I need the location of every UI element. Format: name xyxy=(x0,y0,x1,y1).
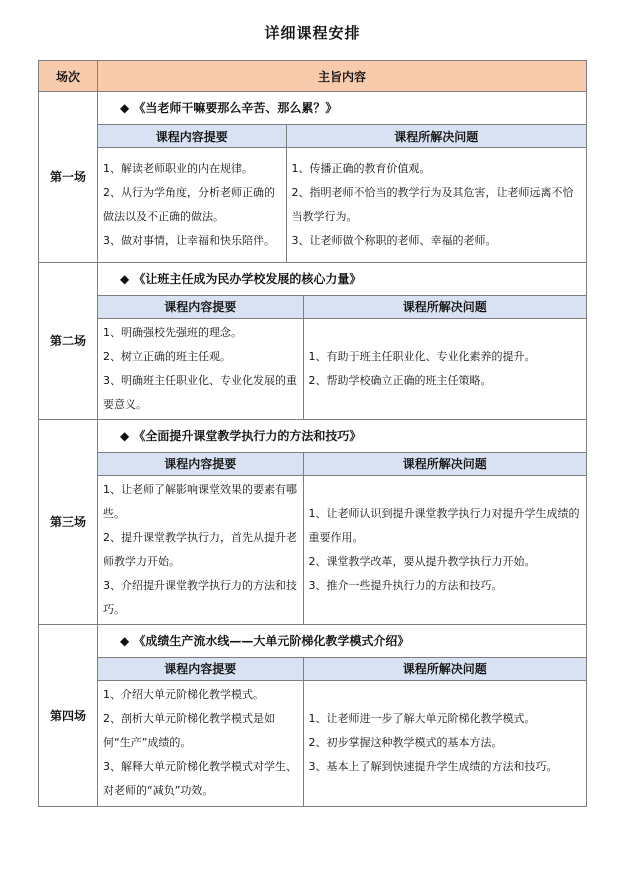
session-topic: ◆ 《当老师干嘛要那么辛苦、那么累？》 xyxy=(120,101,338,115)
schedule-table xyxy=(38,60,587,807)
outline-item: 2、提升课堂教学执行力，首先从提升老师教学力开始。 xyxy=(103,530,297,568)
header-content: 主旨内容 xyxy=(98,61,587,92)
problems-cell xyxy=(303,680,586,806)
problem-item: 2、初步掌握这种教学模式的基本方法。 xyxy=(308,736,503,750)
problem-item: 1、让老师进一步了解大单元阶梯化教学模式。 xyxy=(308,712,536,726)
session-detail xyxy=(98,452,586,624)
page-title: 详细课程安排 xyxy=(264,24,361,42)
problem-item: 2、帮助学校确立正确的班主任策略。 xyxy=(308,373,492,387)
session-row-1 xyxy=(39,92,587,263)
outline-item: 3、明确班主任职业化、专业化发展的重要意义。 xyxy=(103,373,297,411)
session-name: 第二场 xyxy=(39,262,98,419)
outline-item: 1、明确强校先强班的理念。 xyxy=(103,325,242,339)
outline-item: 1、让老师了解影响课堂效果的要素有哪些。 xyxy=(103,482,297,520)
session-topic: ◆ 《全面提升课堂教学执行力的方法和技巧》 xyxy=(120,428,362,443)
outline-item: 3、做对事情，让幸福和快乐陪伴。 xyxy=(103,233,275,247)
problem-item: 2、课堂教学改革，要从提升教学执行力开始。 xyxy=(308,554,536,568)
problems-header: 课程所解决问题 xyxy=(303,657,586,680)
problems-cell xyxy=(286,148,586,262)
outline-header: 课程内容提要 xyxy=(98,295,303,318)
session-name: 第一场 xyxy=(39,92,98,263)
outline-item: 3、解释大单元阶梯化教学模式对学生、对老师的“减负”功效。 xyxy=(103,760,297,798)
outline-item: 1、介绍大单元阶梯化教学模式。 xyxy=(103,688,264,702)
outline-item: 3、介绍提升课堂教学执行力的方法和技巧。 xyxy=(103,578,297,616)
session-detail xyxy=(98,295,586,419)
problem-item: 3、推介一些提升执行力的方法和技巧。 xyxy=(308,578,503,592)
outline-item: 2、树立正确的班主任观。 xyxy=(103,349,231,363)
session-topic: ◆ 《成绩生产流水线——大单元阶梯化教学模式介绍》 xyxy=(120,633,410,648)
outline-header: 课程内容提要 xyxy=(98,657,303,680)
session-name: 第四场 xyxy=(39,624,98,807)
outline-cell xyxy=(98,475,303,624)
problem-item: 1、有助于班主任职业化、专业化素养的提升。 xyxy=(308,349,536,363)
problem-item: 1、传播正确的教育价值观。 xyxy=(291,161,431,175)
problems-header: 课程所解决问题 xyxy=(303,295,586,318)
session-detail xyxy=(98,657,586,807)
problems-cell xyxy=(303,475,586,624)
header-session: 场次 xyxy=(39,61,98,92)
outline-item: 1、解读老师职业的内在规律。 xyxy=(103,161,253,175)
problems-header: 课程所解决问题 xyxy=(286,125,586,148)
problem-item: 1、让老师认识到提升课堂教学执行力对提升学生成绩的重要作用。 xyxy=(308,506,580,544)
problem-item: 3、让老师做个称职的老师、幸福的老师。 xyxy=(291,233,497,247)
outline-header: 课程内容提要 xyxy=(98,452,303,475)
outline-item: 2、从行为学角度，分析老师正确的做法以及不正确的做法。 xyxy=(103,185,275,223)
session-row-3 xyxy=(39,419,587,624)
outline-cell xyxy=(98,148,286,262)
header-row xyxy=(39,61,587,92)
problems-header: 课程所解决问题 xyxy=(303,452,586,475)
outline-header: 课程内容提要 xyxy=(98,125,286,148)
problem-item: 2、指明老师不恰当的教学行为及其危害，让老师远离不恰当教学行为。 xyxy=(291,185,574,223)
problems-cell xyxy=(303,318,586,419)
session-row-4 xyxy=(39,624,587,807)
problem-item: 3、基本上了解到快速提升学生成绩的方法和技巧。 xyxy=(308,760,558,774)
session-name: 第三场 xyxy=(39,419,98,624)
session-row-2 xyxy=(39,262,587,419)
session-topic: ◆ 《让班主任成为民办学校发展的核心力量》 xyxy=(120,271,362,286)
outline-item: 2、剖析大单元阶梯化教学模式是如何“生产”成绩的。 xyxy=(103,712,275,750)
session-detail xyxy=(98,124,586,262)
outline-cell xyxy=(98,680,303,806)
outline-cell xyxy=(98,318,303,419)
